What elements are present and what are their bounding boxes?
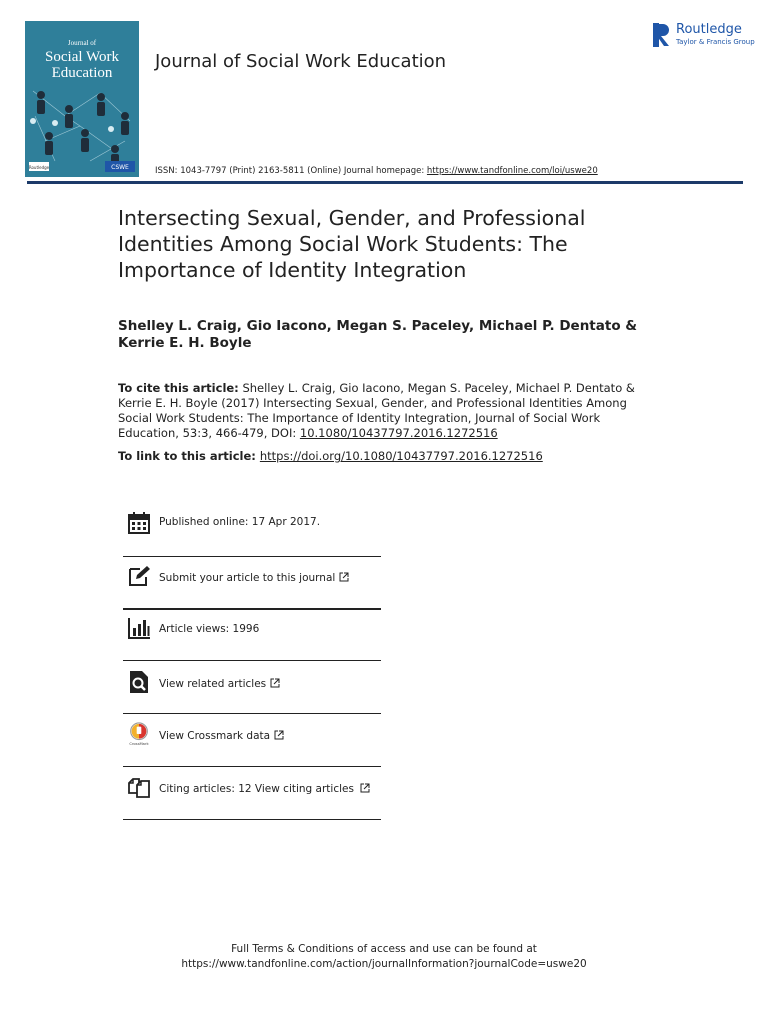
article-views-text: Article views: 1996 bbox=[159, 623, 260, 635]
related-articles-item[interactable] bbox=[123, 669, 381, 699]
external-link-icon bbox=[270, 678, 280, 688]
divider bbox=[123, 556, 381, 557]
routledge-logo-icon bbox=[653, 23, 671, 47]
crossmark-text[interactable]: View Crossmark data bbox=[159, 730, 271, 742]
citing-icon bbox=[127, 775, 151, 799]
crossmark-link[interactable] bbox=[159, 730, 284, 742]
published-online-item bbox=[123, 510, 381, 540]
related-articles-link[interactable] bbox=[159, 678, 280, 690]
link-label: To link to this article: bbox=[118, 449, 260, 463]
article-authors: Shelley L. Craig, Gio Iacono, Megan S. Paceley, Michael P. Dentato & Kerrie E. H. Boyle bbox=[118, 318, 638, 351]
cite-label: To cite this article: bbox=[118, 381, 239, 395]
crossmark-label: CrossMark bbox=[129, 742, 149, 746]
divider bbox=[123, 766, 381, 767]
header-rule bbox=[27, 181, 743, 184]
crossmark-icon bbox=[127, 722, 151, 746]
published-online-text: Published online: 17 Apr 2017. bbox=[159, 516, 321, 528]
journal-homepage-link[interactable]: https://www.tandfonline.com/loi/uswe20 bbox=[426, 166, 598, 176]
bar-chart-icon bbox=[127, 616, 151, 640]
publisher-subtitle: Taylor & Francis Group bbox=[676, 38, 755, 46]
publisher-name[interactable]: Routledge bbox=[676, 22, 742, 37]
submit-article-item[interactable] bbox=[123, 564, 381, 594]
calendar-icon bbox=[127, 511, 151, 535]
article-doi-url[interactable]: https://doi.org/10.1080/10437797.2016.1272516 bbox=[259, 449, 543, 463]
issn-line bbox=[155, 166, 598, 176]
article-link-line bbox=[118, 449, 543, 463]
divider bbox=[123, 713, 381, 714]
related-articles-text[interactable]: View related articles bbox=[159, 678, 267, 690]
cover-publisher-mark: Routledge bbox=[28, 165, 50, 170]
cover-title-line2: Social Work bbox=[45, 49, 119, 65]
issn-text: ISSN: 1043-7797 (Print) 2163-5811 (Online) Journal homepage: bbox=[155, 166, 427, 176]
footer-terms-url[interactable]: https://www.tandfonline.com/action/journalInformation?journalCode=uswe20 bbox=[181, 958, 587, 970]
submit-article-link[interactable] bbox=[159, 572, 349, 584]
citing-articles-item[interactable] bbox=[123, 775, 381, 805]
divider bbox=[123, 660, 381, 661]
submit-article-text[interactable]: Submit your article to this journal bbox=[159, 572, 336, 584]
divider bbox=[123, 608, 381, 610]
footer-terms bbox=[0, 942, 768, 972]
external-link-icon bbox=[360, 783, 370, 793]
doi-link[interactable]: 10.1080/10437797.2016.1272516 bbox=[299, 426, 498, 440]
cover-society-mark: CSWE bbox=[111, 164, 129, 171]
edit-icon bbox=[127, 564, 151, 588]
external-link-icon bbox=[339, 572, 349, 582]
journal-name[interactable]: Journal of Social Work Education bbox=[155, 51, 447, 72]
divider bbox=[123, 819, 381, 820]
external-link-icon bbox=[274, 730, 284, 740]
cover-title-line3: Education bbox=[51, 65, 113, 81]
citing-articles-text[interactable]: Citing articles: 12 View citing articles bbox=[159, 783, 354, 795]
crossmark-item[interactable] bbox=[123, 722, 381, 752]
article-views-item bbox=[123, 616, 381, 646]
cover-title-line1: Journal of bbox=[67, 39, 97, 47]
citation-block bbox=[118, 381, 648, 441]
article-title: Intersecting Sexual, Gender, and Professional Identities Among Social Work Students: The Importance of Identity Integration bbox=[118, 206, 586, 282]
footer-line-1: Full Terms & Conditions of access and use can be found at bbox=[231, 943, 537, 955]
cite-text: Shelley L. Craig, Gio Iacono, Megan S. Paceley, Michael P. Dentato & Kerrie E. H. Boyle (2017) Intersecting Sexual, Gender, and Professional Identities Among Social Work Students: The Importance of Identity Integration, Journal of Social Work Education, 53:3, 466-479, DOI: bbox=[118, 381, 635, 440]
citing-articles-link[interactable] bbox=[159, 783, 370, 795]
journal-cover-image bbox=[25, 21, 139, 177]
search-document-icon bbox=[127, 670, 151, 694]
